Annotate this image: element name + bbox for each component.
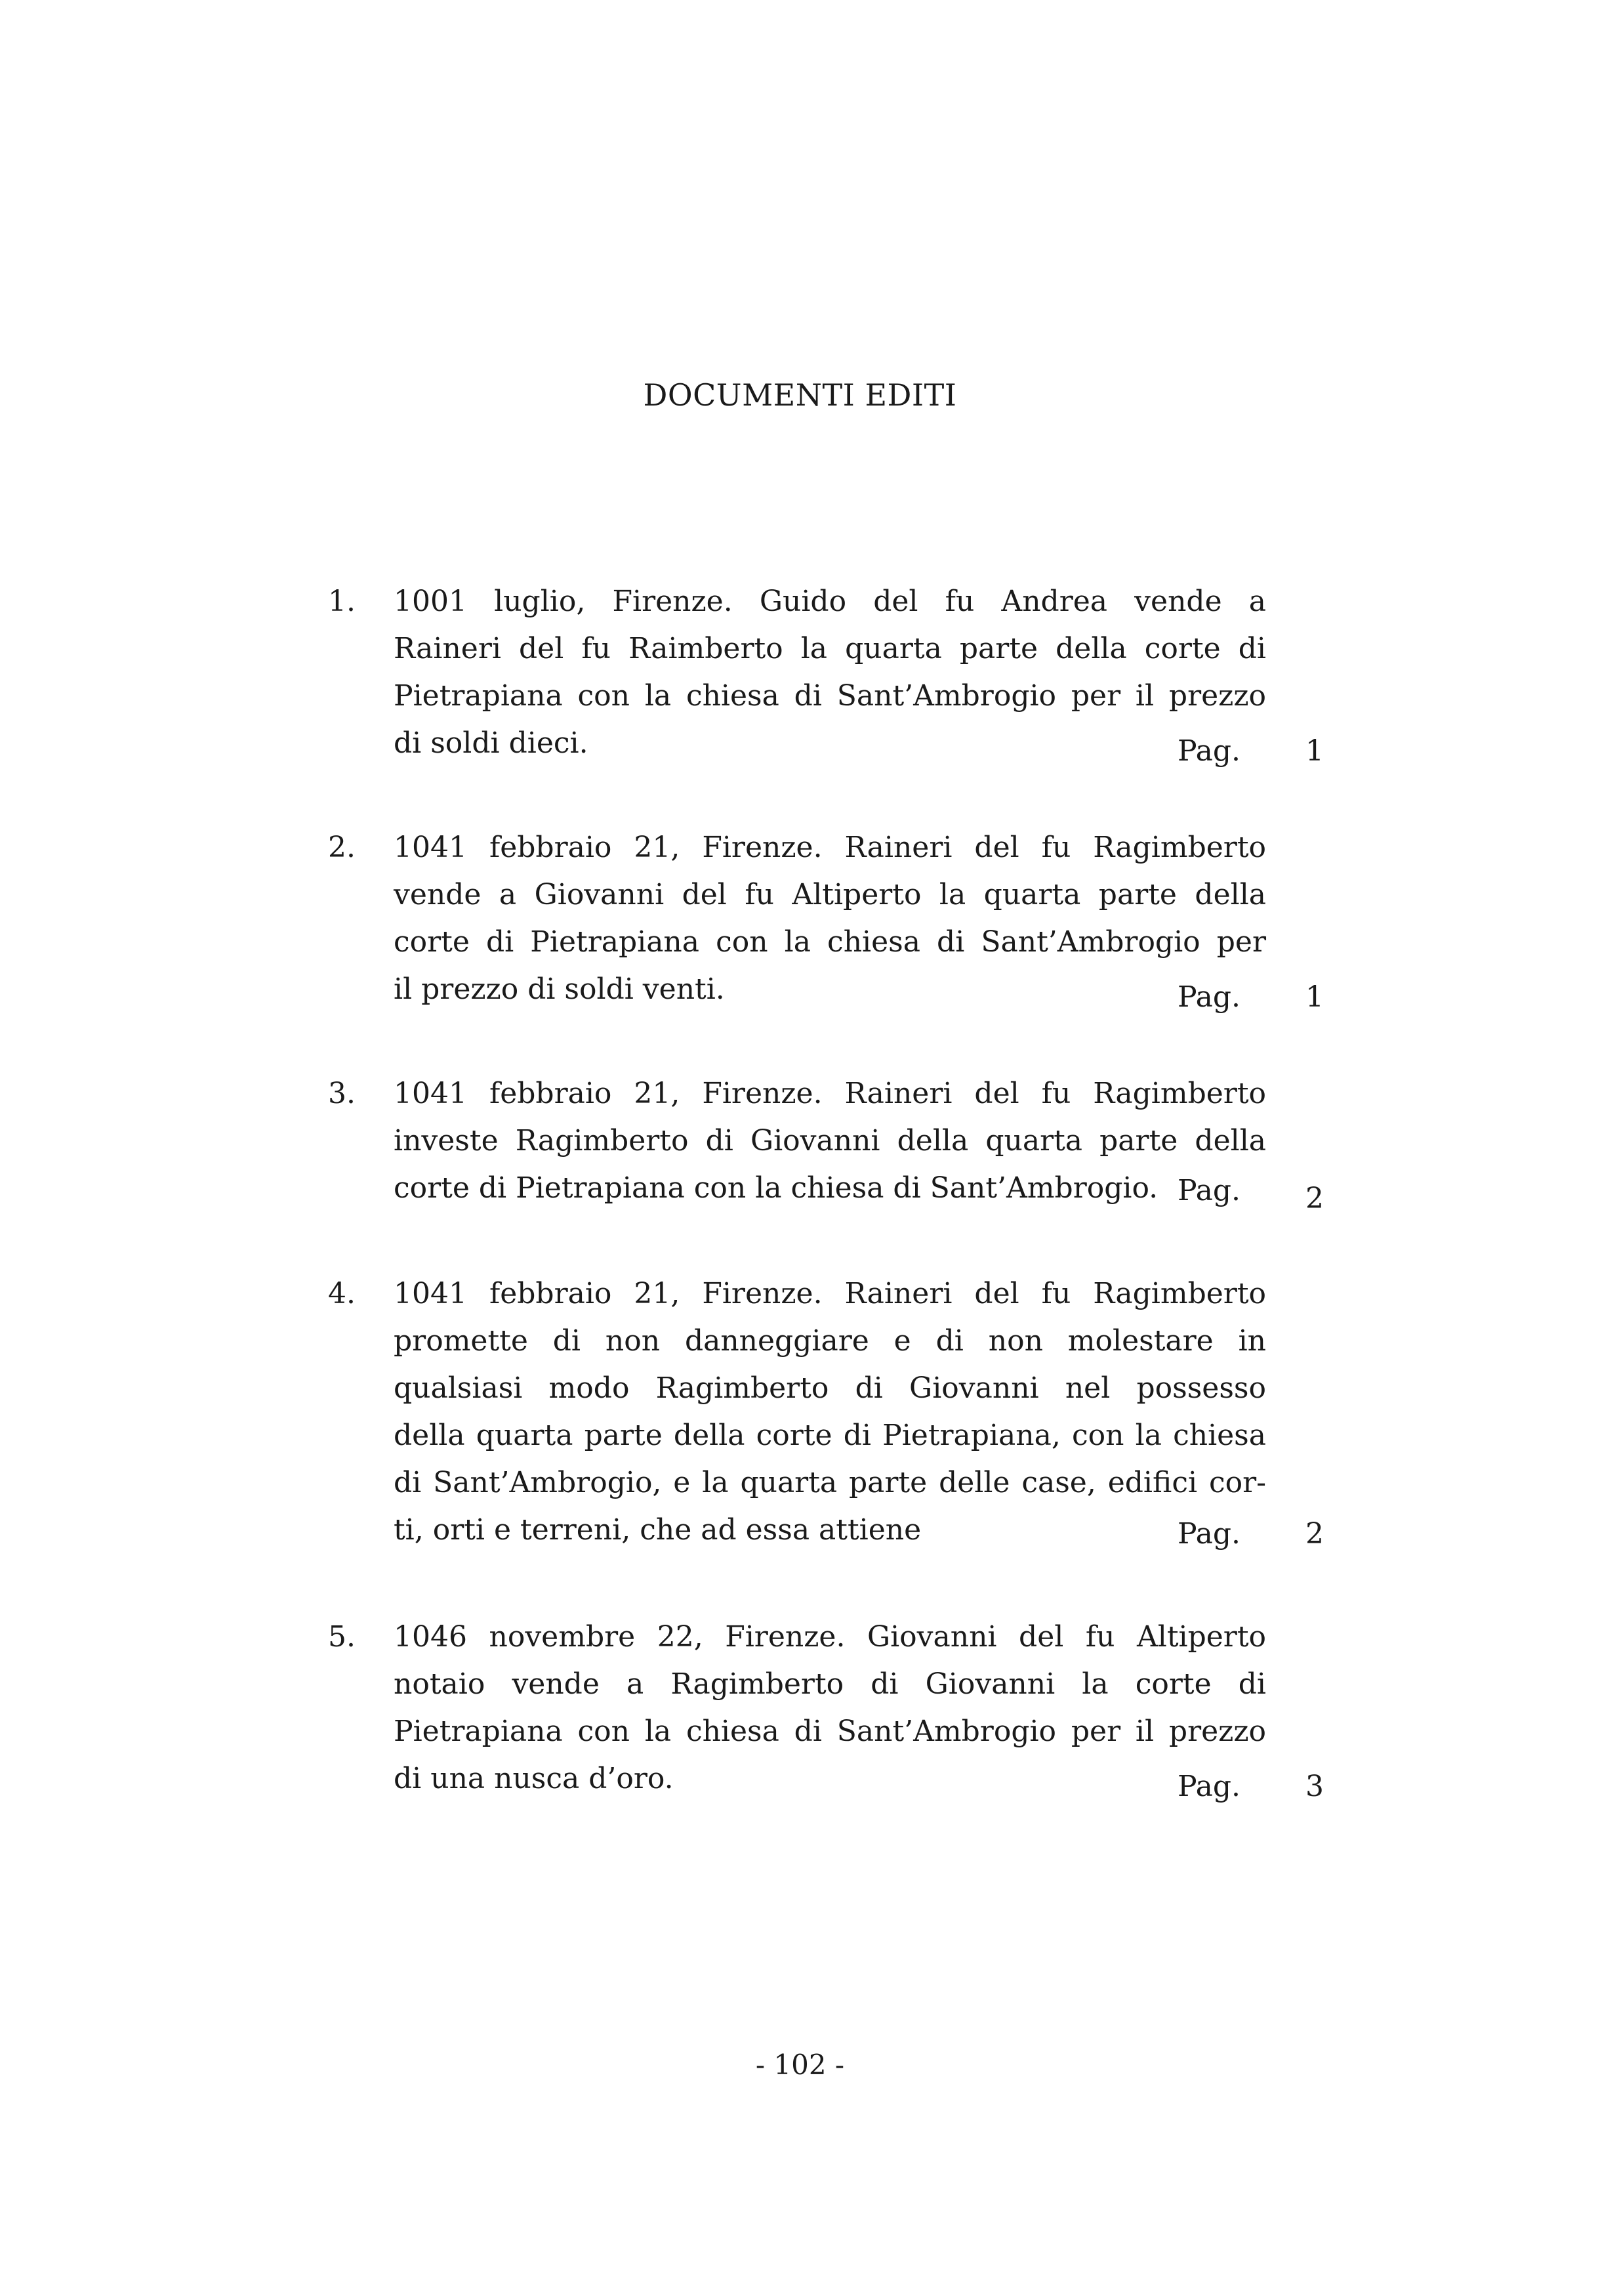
entry-text-line: di soldi dieci. (394, 726, 588, 760)
entry-text-line: della quarta parte della corte di Pietrapiana, con la chiesa (394, 1419, 1266, 1452)
pag-label: Pag. (1178, 734, 1241, 768)
entry-text-line: investe Ragimberto di Giovanni della quarta parte della (394, 1124, 1266, 1158)
pag-label: Pag. (1178, 1174, 1241, 1207)
entry-text-line: corte di Pietrapiana con la chiesa di Sant’Ambrogio per (394, 925, 1266, 959)
page-title: DOCUMENTI EDITI (643, 377, 957, 413)
page-number: 1 (1305, 734, 1324, 768)
entry-text-line: di una nusca d’oro. (394, 1762, 674, 1795)
entry-text-line: Pietrapiana con la chiesa di Sant’Ambrogio per il prezzo (394, 1715, 1266, 1748)
entry-number: 2. (328, 831, 356, 864)
entry-text-line: vende a Giovanni del fu Altiperto la quarta parte della (394, 878, 1266, 911)
entry-text-line: corte di Pietrapiana con la chiesa di Sant’Ambrogio. (394, 1171, 1159, 1205)
entry-text-line: qualsiasi modo Ragimberto di Giovanni nel possesso (394, 1371, 1266, 1405)
page-footer-number: - 102 - (755, 2049, 845, 2081)
entry-text-line: promette di non danneggiare e di non molestare in (394, 1324, 1266, 1358)
entry-number: 1. (328, 585, 356, 618)
entry-number: 3. (328, 1077, 356, 1110)
entry-number: 5. (328, 1620, 356, 1654)
page-number: 3 (1305, 1770, 1324, 1803)
pag-label: Pag. (1178, 980, 1241, 1014)
page-number: 2 (1305, 1517, 1324, 1551)
page-number: 2 (1305, 1182, 1324, 1215)
entry-text-line: 1001 luglio, Firenze. Guido del fu Andrea vende a (394, 585, 1266, 618)
entry-text-line: 1041 febbraio 21, Firenze. Raineri del fu Ragimberto (394, 1277, 1266, 1310)
entry-text-line: 1046 novembre 22, Firenze. Giovanni del fu Altiperto (394, 1620, 1266, 1654)
entry-text-line: il prezzo di soldi venti. (394, 972, 725, 1006)
entry-text-line: ti, orti e terreni, che ad essa attiene (394, 1513, 922, 1547)
entry-number: 4. (328, 1277, 356, 1310)
entry-text-line: Pietrapiana con la chiesa di Sant’Ambrogio per il prezzo (394, 679, 1266, 713)
entry-text-line: notaio vende a Ragimberto di Giovanni la corte di (394, 1667, 1266, 1701)
page-number: 1 (1305, 980, 1324, 1014)
entry-text-line: di Sant’Ambrogio, e la quarta parte delle case, edifici cor- (394, 1466, 1266, 1499)
entry-text-line: 1041 febbraio 21, Firenze. Raineri del fu Ragimberto (394, 831, 1266, 864)
entry-text-line: Raineri del fu Raimberto la quarta parte della corte di (394, 632, 1266, 665)
pag-label: Pag. (1178, 1770, 1241, 1803)
pag-label: Pag. (1178, 1517, 1241, 1551)
entry-text-line: 1041 febbraio 21, Firenze. Raineri del fu Ragimberto (394, 1077, 1266, 1110)
